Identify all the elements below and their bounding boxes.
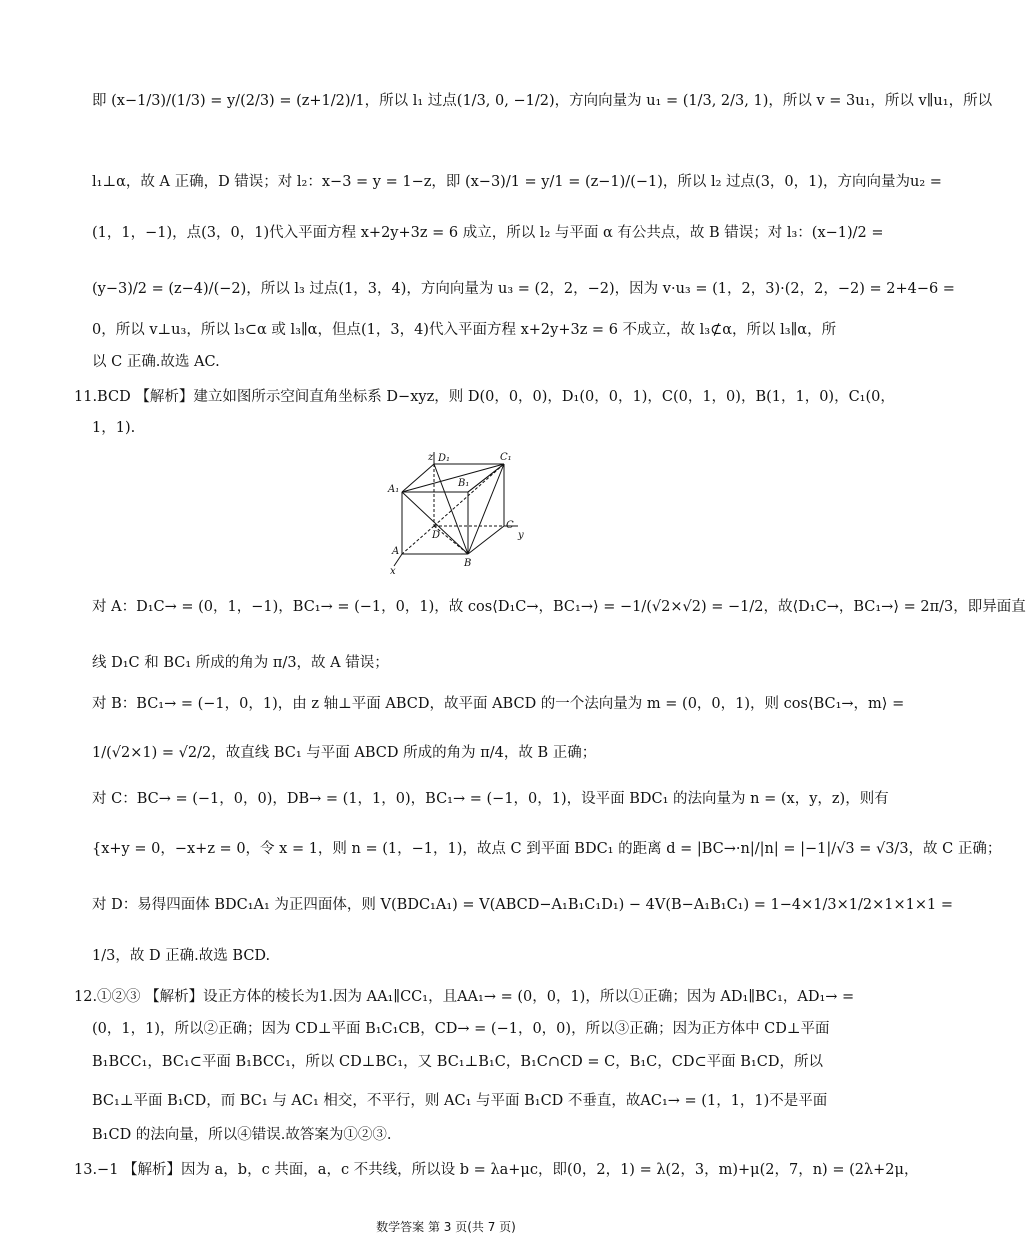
text-line: 对 B：BC₁→ = (−1，0，1)，由 z 轴⊥平面 ABCD，故平面 ABCD 的一个法向量为 m = (0，0，1)，则 cos⟨BC₁→，m⟩ = bbox=[92, 696, 905, 712]
label-y: y bbox=[518, 530, 524, 541]
label-a1: A₁ bbox=[388, 484, 400, 495]
text-line: B₁CD 的法向量，所以④错误.故答案为①②③. bbox=[92, 1127, 392, 1143]
text-line: 13.−1 【解析】因为 a，b，c 共面，a，c 不共线，所以设 b = λa+μc，即(0，2，1) = λ(2，3，m)+μ(2，7，n) = (2λ+2μ， bbox=[74, 1162, 919, 1178]
label-a: A bbox=[392, 546, 400, 557]
text-line: B₁BCC₁，BC₁⊂平面 B₁BCC₁，所以 CD⊥BC₁，又 BC₁⊥B₁C，B₁C∩CD = C，B₁C，CD⊂平面 B₁CD，所以 bbox=[92, 1054, 823, 1070]
label-d1: D₁ bbox=[438, 453, 451, 464]
label-c: C bbox=[506, 520, 514, 531]
text-line: 0，所以 v⊥u₃，所以 l₃⊂α 或 l₃∥α，但点(1，3，4)代入平面方程 x+2y+3z = 6 不成立，故 l₃⊄α，所以 l₃∥α，所 bbox=[92, 322, 837, 338]
text-line: BC₁⊥平面 B₁CD，而 BC₁ 与 AC₁ 相交，不平行，则 AC₁ 与平面 B₁CD 不垂直，故AC₁→ = (1，1，1)不是平面 bbox=[92, 1093, 828, 1109]
label-b1: B₁ bbox=[458, 478, 470, 489]
text-line: 线 D₁C 和 BC₁ 所成的角为 π/3，故 A 错误； bbox=[92, 655, 389, 671]
text-line: 以 C 正确.故选 AC. bbox=[92, 354, 220, 370]
text-line: (y−3)/2 = (z−4)/(−2)，所以 l₃ 过点(1，3，4)，方向向量为 u₃ = (2，2，−2)，因为 v·u₃ = (1，2，3)·(2，2，−2) = 2+4−6 = bbox=[92, 281, 955, 297]
text-line: 即 (x−1/3)/(1/3) = y/(2/3) = (z+1/2)/1，所以 l₁ 过点(1/3, 0, −1/2)，方向向量为 u₁ = (1/3, 2/3, 1)，所以 v = 3u₁，所以 v∥u₁，所以 bbox=[92, 93, 993, 109]
text-line: 11.BCD 【解析】建立如图所示空间直角坐标系 D−xyz，则 D(0，0，0)，D₁(0，0，1)，C(0，1，0)，B(1，1，0)，C₁(0， bbox=[74, 389, 895, 405]
text-line: 对 D：易得四面体 BDC₁A₁ 为正四面体，则 V(BDC₁A₁) = V(ABCD−A₁B₁C₁D₁) − 4V(B−A₁B₁C₁) = 1−4×1/3×1/2×1×1×1 = bbox=[92, 897, 953, 913]
label-d: D bbox=[432, 530, 441, 541]
text-line: 对 C：BC→ = (−1，0，0)，DB→ = (1，1，0)，BC₁→ = (−1，0，1)，设平面 BDC₁ 的法向量为 n = (x，y，z)，则有 bbox=[92, 791, 889, 807]
text-line: {x+y = 0，−x+z = 0，令 x = 1，则 n = (1，−1，1)，故点 C 到平面 BDC₁ 的距离 d = |BC→·n|/|n| = |−1|/√3 = √3/3，故 C 正确； bbox=[92, 841, 1002, 857]
text-line: (0，1，1)，所以②正确；因为 CD⊥平面 B₁C₁CB，CD→ = (−1，0，0)，所以③正确；因为正方体中 CD⊥平面 bbox=[92, 1021, 830, 1037]
text-line: (1，1，−1)，点(3，0，1)代入平面方程 x+2y+3z = 6 成立，所以 l₂ 与平面 α 有公共点，故 B 错误；对 l₃：(x−1)/2 = bbox=[92, 225, 884, 241]
text-line: l₁⊥α，故 A 正确，D 错误；对 l₂：x−3 = y = 1−z，即 (x−3)/1 = y/1 = (z−1)/(−1)，所以 l₂ 过点(3，0，1)，方向向量为u₂ = bbox=[92, 174, 942, 190]
text-line: 1/3，故 D 正确.故选 BCD. bbox=[92, 948, 271, 964]
cube-figure bbox=[388, 450, 528, 576]
text-line: 1/(√2×1) = √2/2，故直线 BC₁ 与平面 ABCD 所成的角为 π/4，故 B 正确； bbox=[92, 745, 597, 761]
label-c1: C₁ bbox=[500, 452, 512, 463]
text-line: 对 A：D₁C→ = (0，1，−1)，BC₁→ = (−1，0，1)，故 cos⟨D₁C→，BC₁→⟩ = −1/(√2×√2) = −1/2，故⟨D₁C→，BC₁→⟩ = 2π/3，即异面直 bbox=[92, 599, 1026, 615]
text-line: 1，1). bbox=[92, 420, 136, 436]
label-x: x bbox=[390, 566, 396, 577]
page-footer: 数学答案 第 3 页(共 7 页) bbox=[376, 1220, 516, 1234]
text-line: 12.①②③ 【解析】设正方体的棱长为1.因为 AA₁∥CC₁，且AA₁→ = (0，0，1)，所以①正确；因为 AD₁∥BC₁，AD₁→ = bbox=[74, 989, 855, 1005]
label-b: B bbox=[464, 558, 472, 569]
label-z: z bbox=[428, 452, 434, 463]
